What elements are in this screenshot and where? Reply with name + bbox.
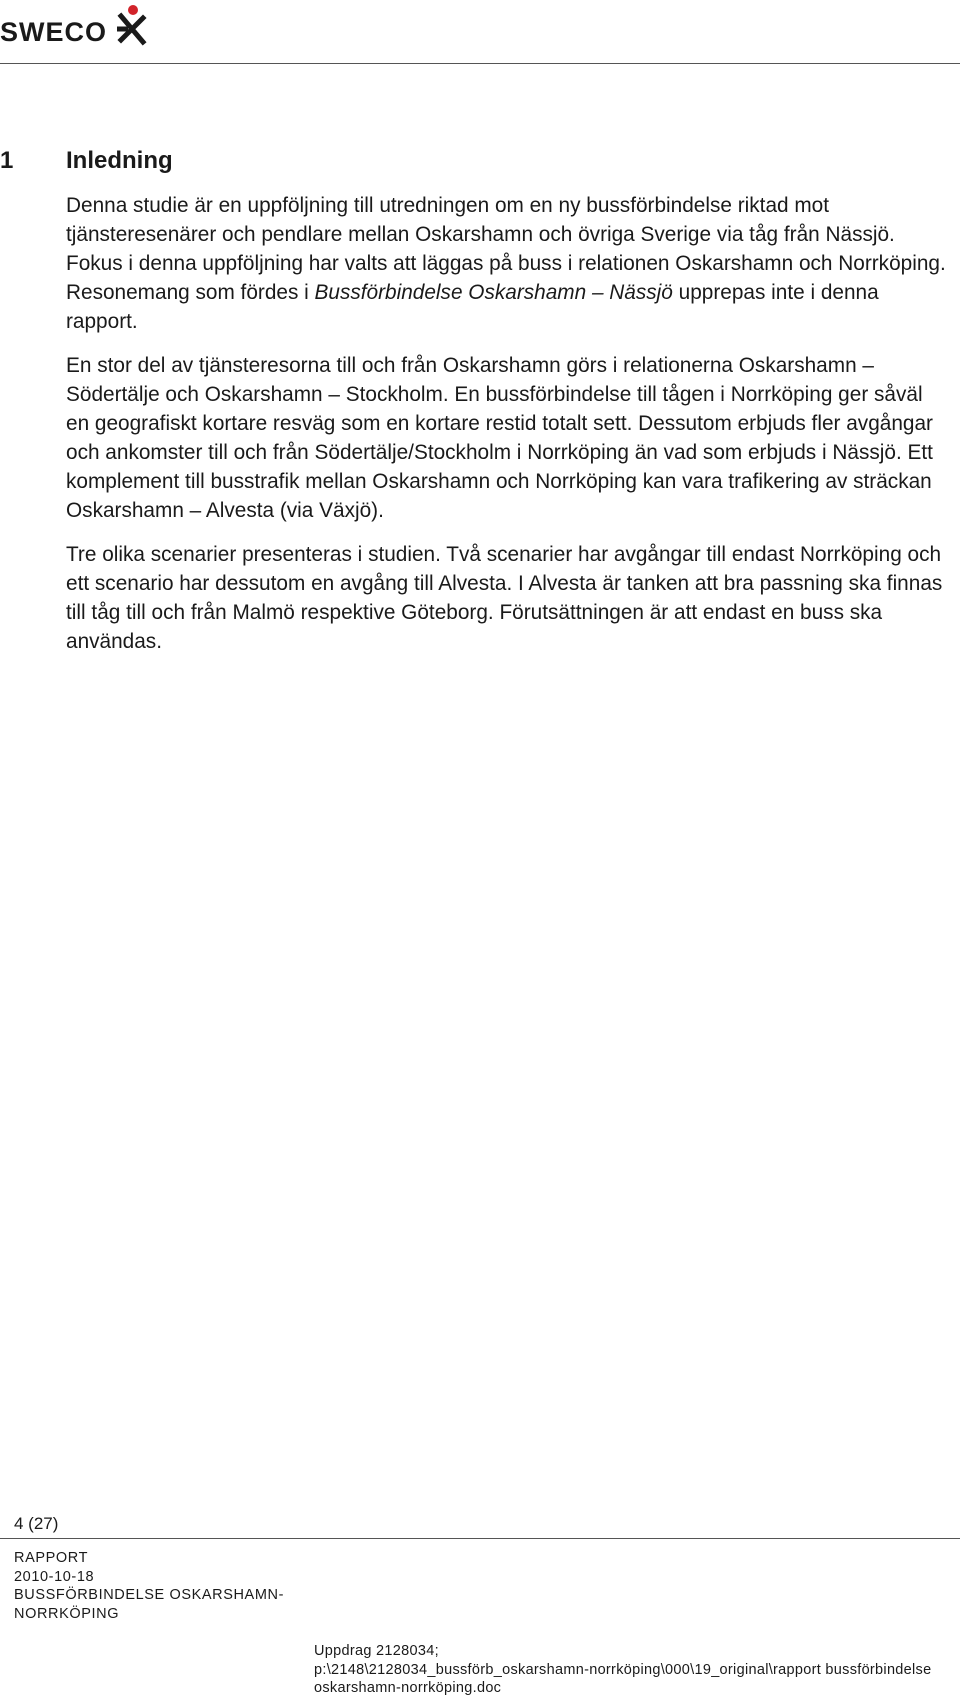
chapter-heading [0,146,173,176]
chapter-title: Inledning [66,147,173,174]
chapter-number: 1 [0,147,14,174]
paragraph-1-text-b: upprepas inte i denna rapport. [66,281,879,333]
footer-file-path: p:\2148\2128034_bussförb_oskarshamn-norrköping\000\19_original\rapport bussförbindelse [314,1661,932,1678]
footer-divider [0,1538,960,1539]
footer-report-info [14,1549,284,1623]
footer-title-line-2: NORRKÖPING [14,1605,120,1622]
sweco-emblem-icon [111,4,151,46]
paragraph-1 [66,191,946,336]
paragraph-1-italic-reference: Bussförbindelse Oskarshamn – Nässjö [314,281,673,304]
logo-dot-icon [128,5,138,15]
sweco-logo [0,6,151,46]
page-number: 4 (27) [14,1514,59,1533]
paragraph-1-text-a: Denna studie är en uppföljning till utredningen om en ny bussförbindelse riktad mot tjänsteresenärer och pendlare mellan Oskarshamn och övriga Sverige via tåg från Nässjö. Fokus i denna uppföljning har valts att läggas på buss i relationen Oskarshamn och Norrköping. Resonemang som fördes i [66,194,946,304]
footer-assignment: Uppdrag 2128034; [314,1643,439,1659]
footer-file-name: oskarshamn-norrköping.doc [314,1680,502,1696]
body-text [66,191,946,671]
footer-doc-type: RAPPORT [14,1550,89,1566]
paragraph-2: En stor del av tjänsteresorna till och från Oskarshamn görs i relationerna Oskarshamn – Södertälje och Oskarshamn – Stockholm. En bussförbindelse till tågen i Norrköping ger såväl en geografiskt kortare resväg som en kortare restid totalt sett. Dessutom erbjuds fler avgångar och ankomster till och från Södertälje/Stockholm i Norrköping än vad som erbjuds i Nässjö. Ett komplement till busstrafik mellan Oskarshamn och Norrköping kan vara trafikering av sträckan Oskarshamn – Alvesta (via Växjö). [66,354,933,522]
logo-wordmark: SWECO [0,17,108,47]
footer-file-info [314,1642,931,1698]
footer-title-line-1: BUSSFÖRBINDELSE OSKARSHAMN- [14,1587,284,1603]
footer-date: 2010-10-18 [14,1568,95,1585]
paragraph-3: Tre olika scenarier presenteras i studien. Två scenarier har avgångar till endast Norrköping och ett scenario har dessutom en avgång till Alvesta. I Alvesta är tanken att bra passning ska finnas till tåg till och från Malmö respektive Göteborg. Förutsättningen är att endast en buss ska användas. [66,543,943,653]
header-divider [0,63,960,64]
